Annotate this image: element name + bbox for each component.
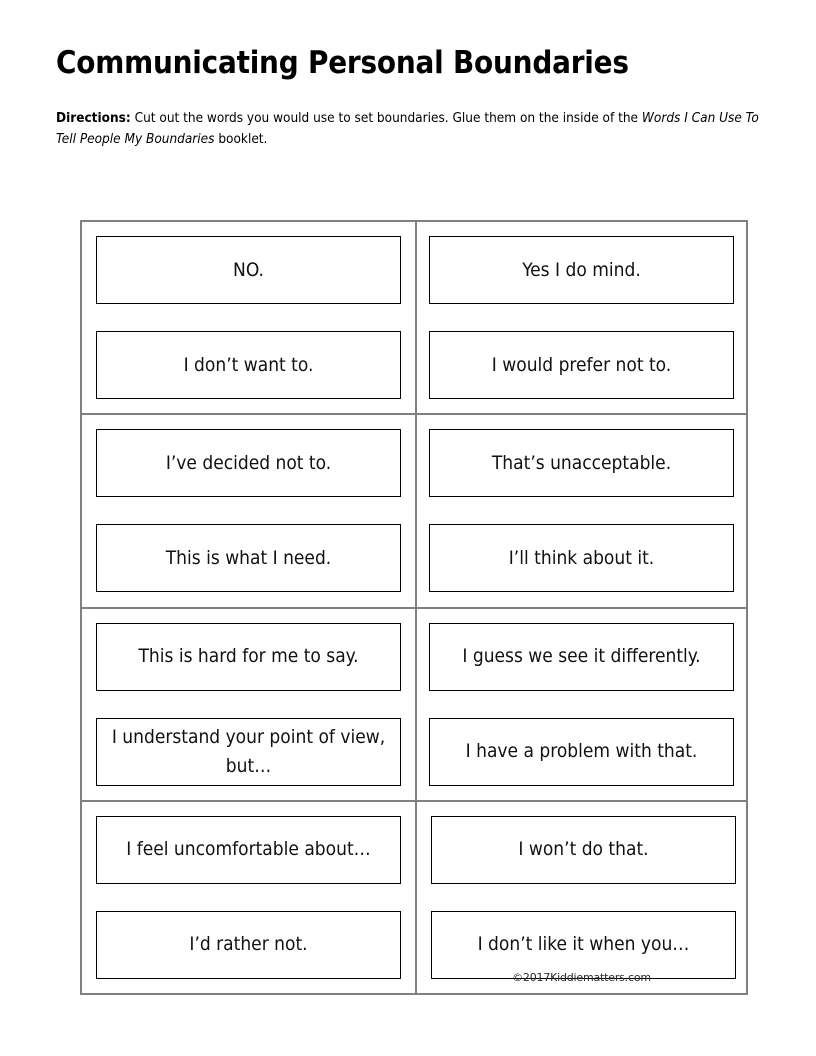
cut-card[interactable]: I have a problem with that. [429, 718, 734, 786]
table-cell-row3-left [82, 609, 417, 800]
cut-card[interactable]: I feel uncomfortable about… [96, 816, 401, 884]
cut-card[interactable]: I understand your point of view, but… [96, 718, 401, 786]
card-spacer [96, 304, 401, 331]
table-row [82, 802, 746, 993]
directions-label: Directions: [56, 110, 131, 126]
card-spacer [429, 497, 734, 524]
cut-card[interactable]: NO. [96, 236, 401, 304]
copyright-notice: ©2017Kiddiematters.com [512, 971, 651, 984]
card-spacer [96, 497, 401, 524]
booklet-title: Words I Can Use To Tell People My Boundaries [56, 110, 759, 147]
card-spacer [431, 884, 736, 911]
directions-paragraph [56, 108, 762, 150]
card-spacer [429, 304, 734, 331]
table-cell-row1-left [82, 222, 417, 413]
card-spacer [429, 691, 734, 718]
card-spacer [96, 691, 401, 718]
cut-card[interactable]: That’s unacceptable. [429, 429, 734, 497]
table-cell-row2-left [82, 415, 417, 606]
table-cell-row2-right [417, 415, 746, 606]
cut-card[interactable]: I’ll think about it. [429, 524, 734, 592]
cut-card[interactable]: I’ve decided not to. [96, 429, 401, 497]
table-row [82, 415, 746, 608]
table-row [82, 609, 746, 802]
cut-card[interactable]: I don’t like it when you… [431, 911, 736, 979]
cut-card[interactable]: This is what I need. [96, 524, 401, 592]
table-row [82, 222, 746, 415]
cut-card[interactable]: I would prefer not to. [429, 331, 734, 399]
directions-text-before: Cut out the words you would use to set boundaries. Glue them on the inside of the [130, 110, 642, 126]
table-cell-row1-right [417, 222, 746, 413]
cut-card[interactable]: I’d rather not. [96, 911, 401, 979]
cut-card[interactable]: I guess we see it differently. [429, 623, 734, 691]
cut-card[interactable]: This is hard for me to say. [96, 623, 401, 691]
cut-card[interactable]: I don’t want to. [96, 331, 401, 399]
table-cell-row4-left [82, 802, 417, 993]
cut-out-cards-table [80, 220, 748, 995]
table-cell-row4-right [417, 802, 746, 993]
cut-card[interactable]: I won’t do that. [431, 816, 736, 884]
directions-text-after: booklet. [214, 131, 268, 147]
page-title: Communicating Personal Boundaries [56, 45, 629, 81]
card-spacer [96, 884, 401, 911]
cut-card[interactable]: Yes I do mind. [429, 236, 734, 304]
table-cell-row3-right [417, 609, 746, 800]
